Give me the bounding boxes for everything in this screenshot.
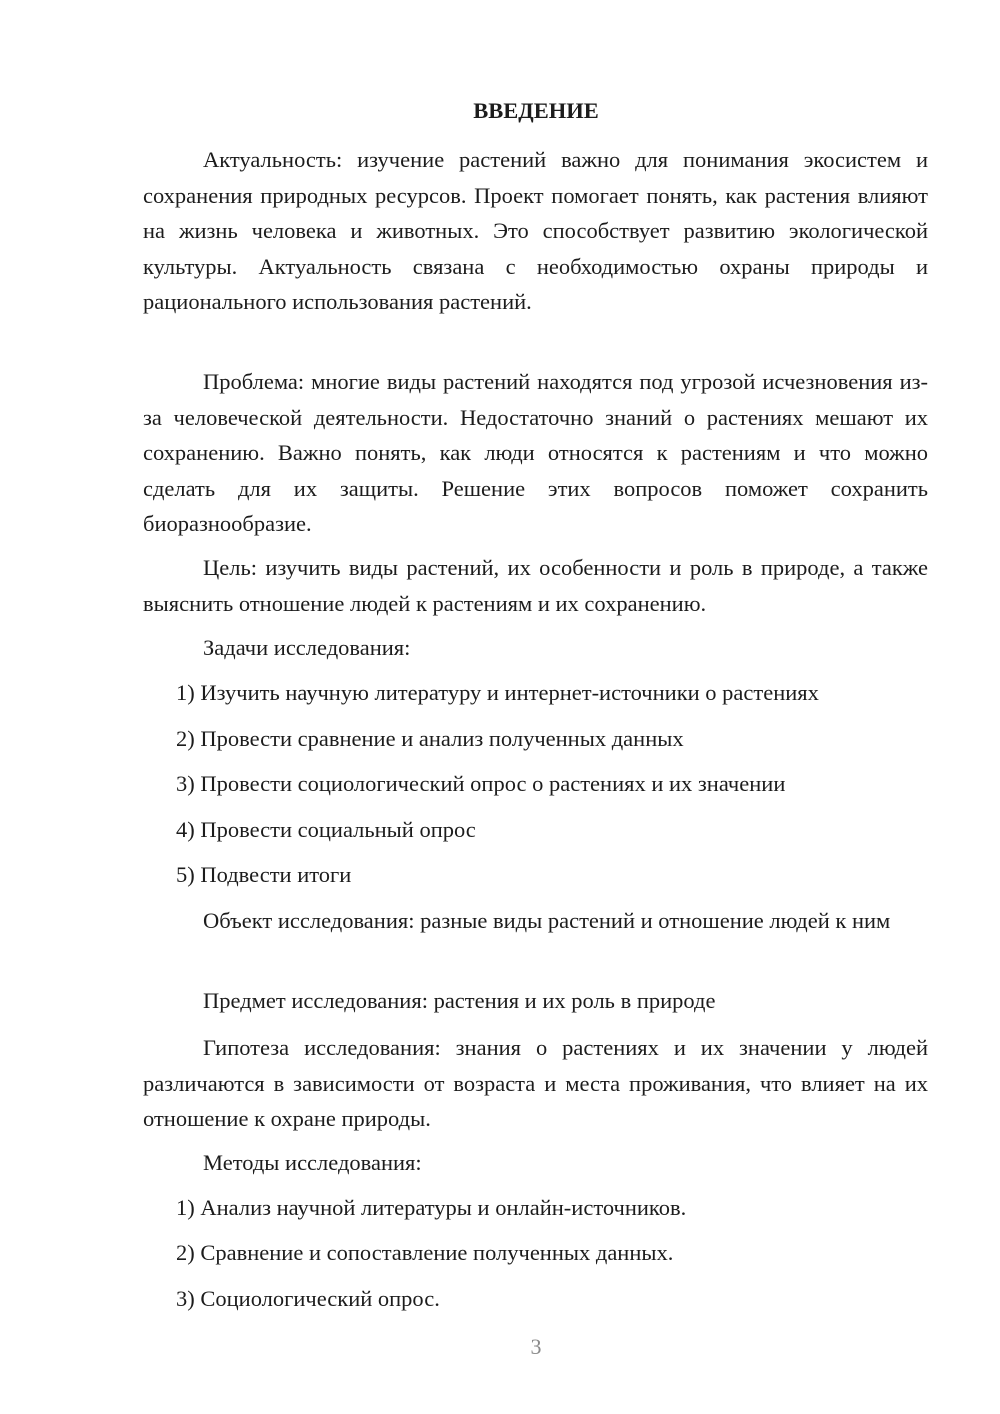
methods-heading: Методы исследования: — [203, 1150, 422, 1175]
page-title: ВВЕДЕНИЕ — [473, 98, 599, 123]
method-item: 3) Социологический опрос. — [176, 1286, 440, 1311]
page-number: 3 — [530, 1334, 542, 1359]
method-item: 2) Сравнение и сопоставление полученных данных. — [176, 1240, 674, 1265]
task-item: 1) Изучить научную литературу и интернет-источники о растениях — [176, 680, 819, 705]
object-paragraph: Объект исследования: разные виды растений и отношение людей к ним — [203, 908, 891, 933]
subject-paragraph: Предмет исследования: растения и их роль в природе — [203, 988, 716, 1013]
task-item: 5) Подвести итоги — [176, 862, 352, 887]
task-item: 2) Провести сравнение и анализ полученных данных — [176, 726, 684, 751]
problem-paragraph: Проблема: многие виды растений находятся под угрозой исчезновения из-за человеческой деятельности. Недостаточно знаний о растениях мешают их сохранению. Важно понять, как люди относятся к растениям и что можно сделать для их защиты. Решение этих вопросов поможет сохранить биоразнообразие. — [143, 369, 928, 536]
method-item: 1) Анализ научной литературы и онлайн-источников. — [176, 1195, 687, 1220]
task-item: 3) Провести социологический опрос о растениях и их значении — [176, 771, 786, 796]
tasks-heading: Задачи исследования: — [203, 635, 411, 660]
task-item: 4) Провести социальный опрос — [176, 817, 476, 842]
goal-paragraph: Цель: изучить виды растений, их особенности и роль в природе, а также выяснить отношение людей к растениям и их сохранению. — [143, 555, 928, 616]
hypothesis-paragraph: Гипотеза исследования: знания о растениях и их значении у людей различаются в зависимости от возраста и места проживания, что влияет на их отношение к охране природы. — [143, 1035, 928, 1131]
relevance-paragraph: Актуальность: изучение растений важно для понимания экосистем и сохранения природных ресурсов. Проект помогает понять, как растения влияют на жизнь человека и животных. Это способствует развитию экологической культуры. Актуальность связана с необходимостью охраны природы и рационального использования растений. — [143, 147, 928, 314]
